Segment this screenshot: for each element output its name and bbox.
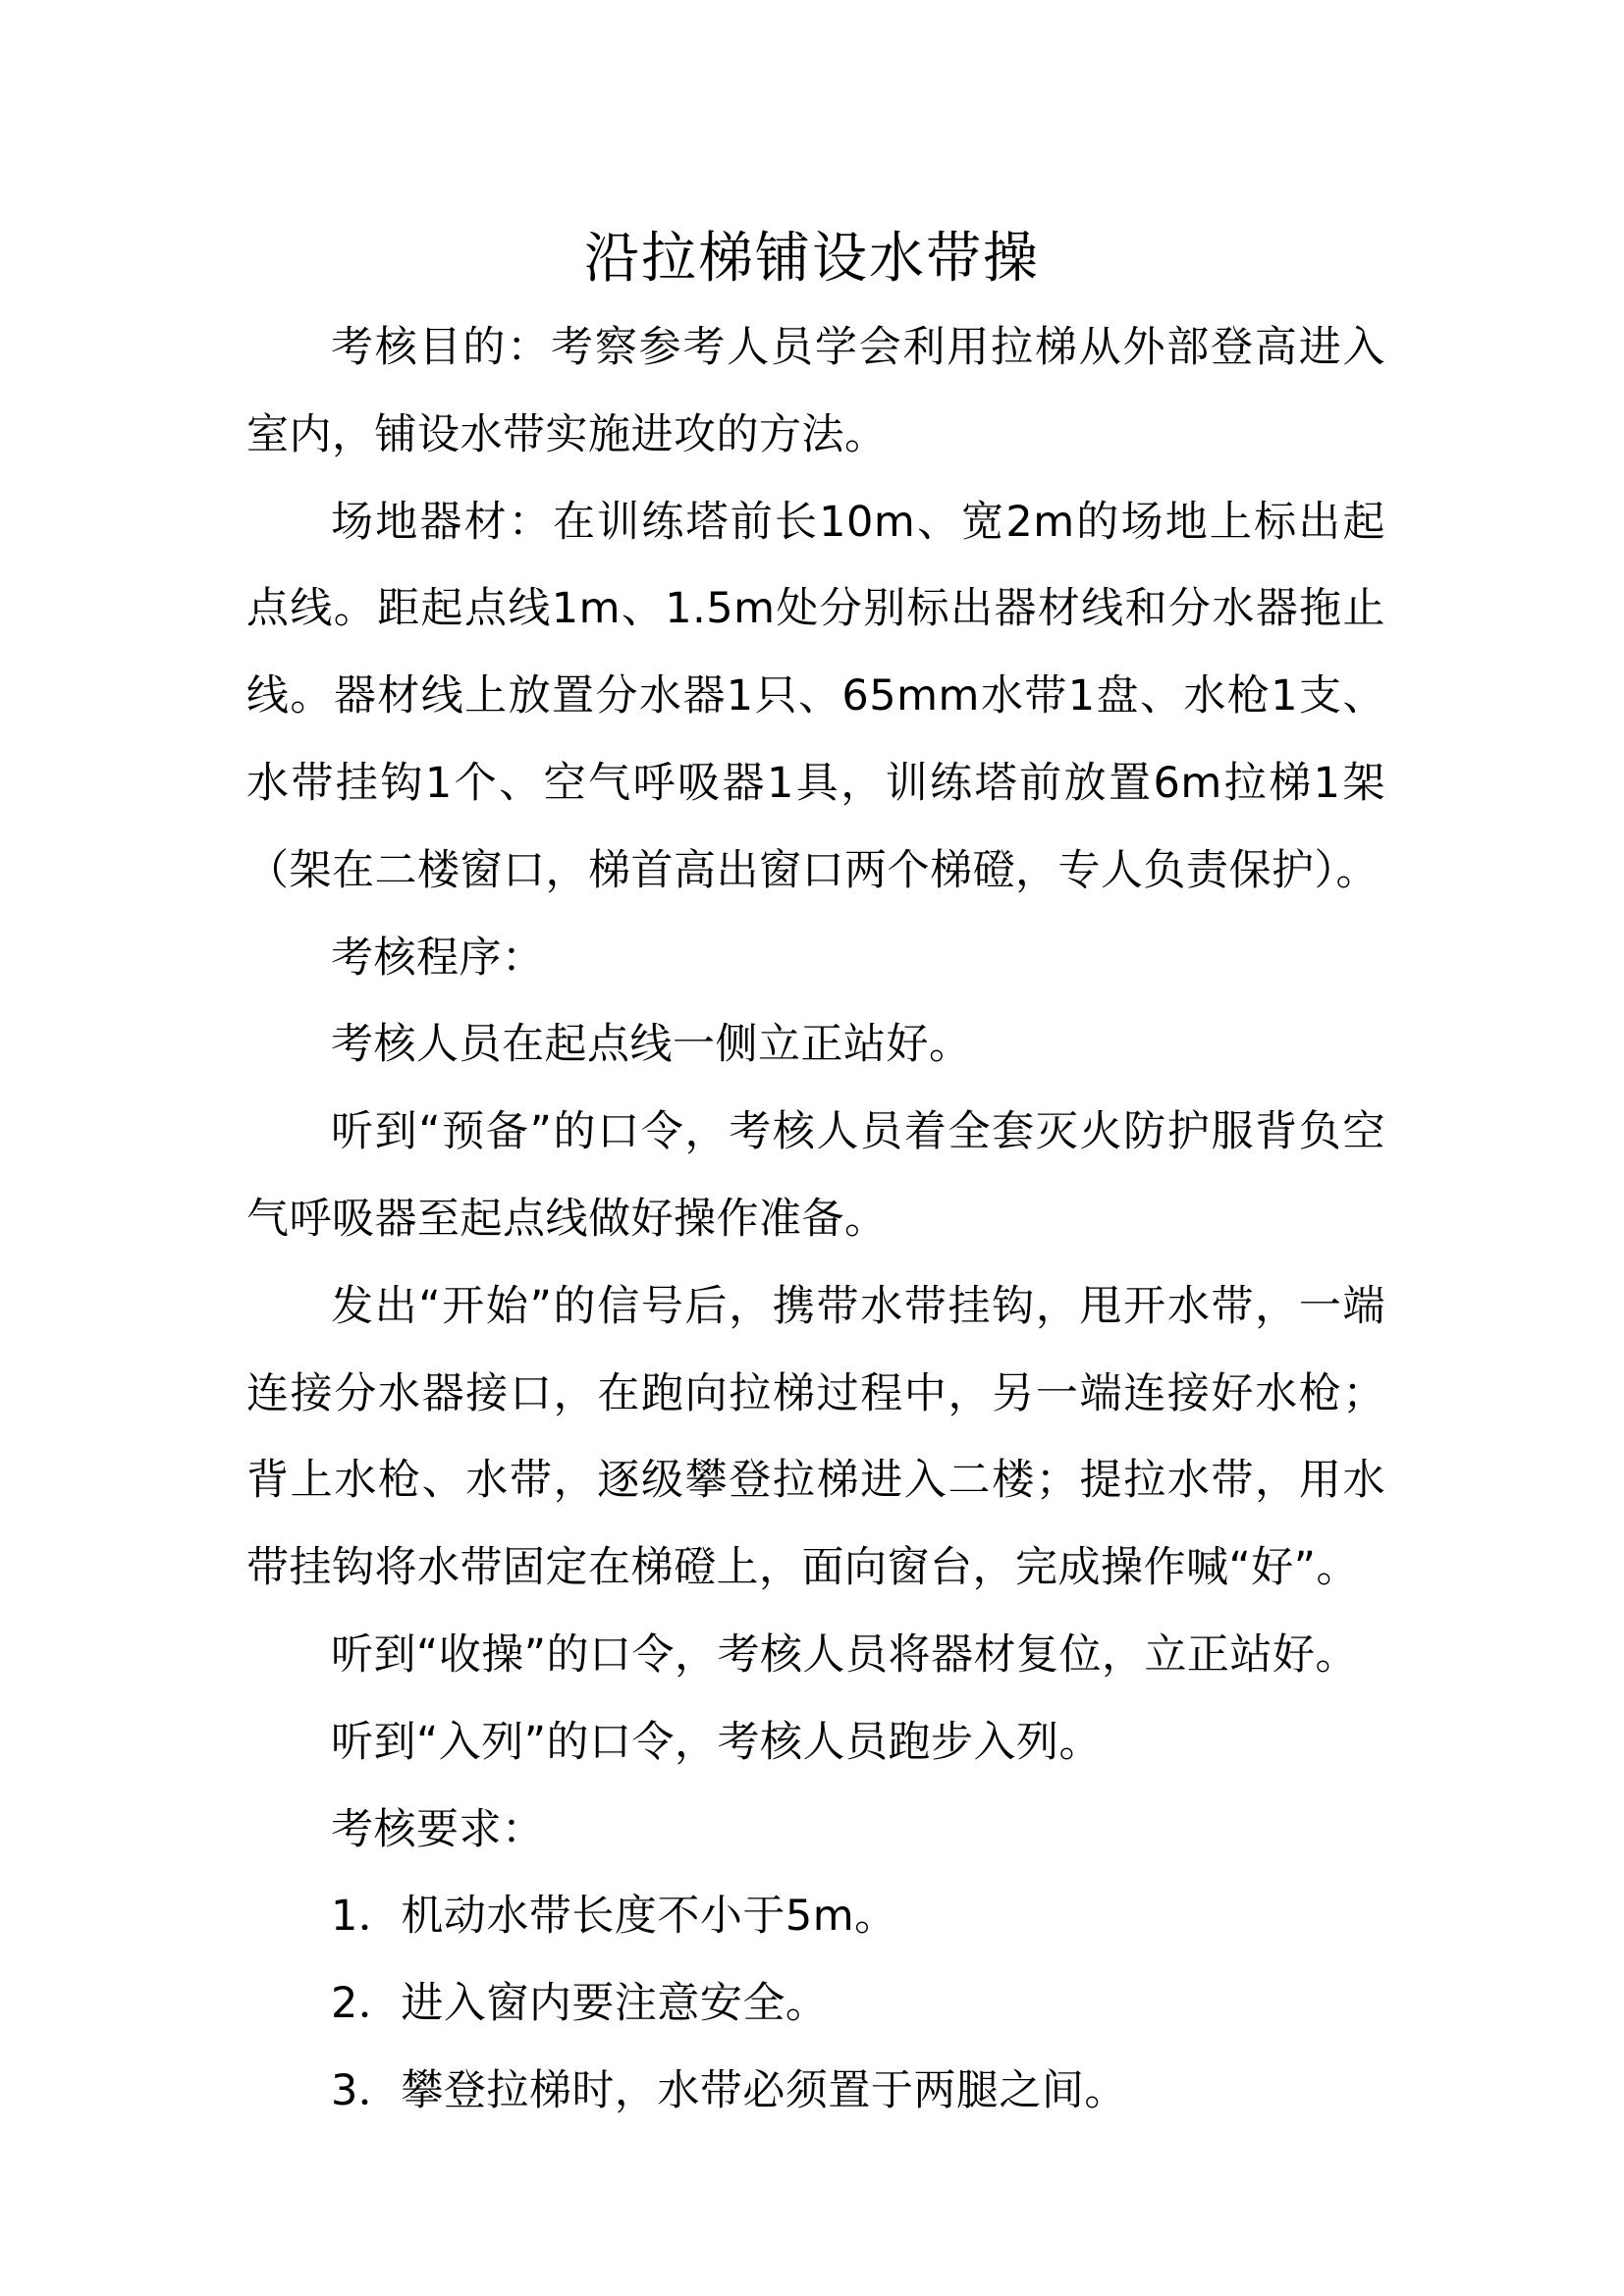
- requirement-item: 1．机动水带长度不小于5m。: [331, 1892, 897, 1942]
- paragraph-procedure-step: 听到“预备”的口令，考核人员着全套灭火防护服背负空气呼吸器至起点线做好操作准备。: [246, 1107, 1385, 1244]
- paragraph-purpose: 考核目的：考察参考人员学会利用拉梯从外部登高进入室内，铺设水带实施进攻的方法。: [246, 323, 1385, 459]
- paragraph-procedure-step: 听到“入列”的口令，考核人员跑步入列。: [331, 1717, 1103, 1767]
- paragraph-procedure-step: 听到“收操”的口令，考核人员将器材复位，立正站好。: [331, 1629, 1359, 1680]
- paragraph-procedure-step: 发出“开始”的信号后，携带水带挂钩，甩开水带，一端连接分水器接口，在跑向拉梯过程中，另一端连接好水枪；背上水枪、水带，逐级攀登拉梯进入二楼；提拉水带，用水带挂钩将水带固定在梯磴上，面向窗台，完成操作喊“好”。: [246, 1281, 1385, 1593]
- paragraph-equipment: 场地器材：在训练塔前长10m、宽2m的场地上标出起点线。距起点线1m、1.5m处分别标出器材线和分水器拖止线。器材线上放置分水器1只、65mm水带1盘、水枪1支、水带挂钩1个、空气呼吸器1具，训练塔前放置6m拉梯1架（架在二楼窗口，梯首高出窗口两个梯磴，专人负责保护）。: [246, 497, 1385, 895]
- requirement-item: 3．攀登拉梯时，水带必须置于两腿之间。: [331, 2065, 1127, 2115]
- requirement-item: 2．进入窗内要注意安全。: [331, 1979, 829, 2029]
- paragraph-procedure-heading: 考核程序：: [331, 933, 545, 983]
- paragraph-requirements-heading: 考核要求：: [331, 1804, 545, 1854]
- document-body: [246, 304, 1385, 2135]
- paragraph-procedure-step: 考核人员在起点线一侧立正站好。: [331, 1020, 972, 1070]
- document-title: 沿拉梯铺设水带操: [584, 227, 1040, 291]
